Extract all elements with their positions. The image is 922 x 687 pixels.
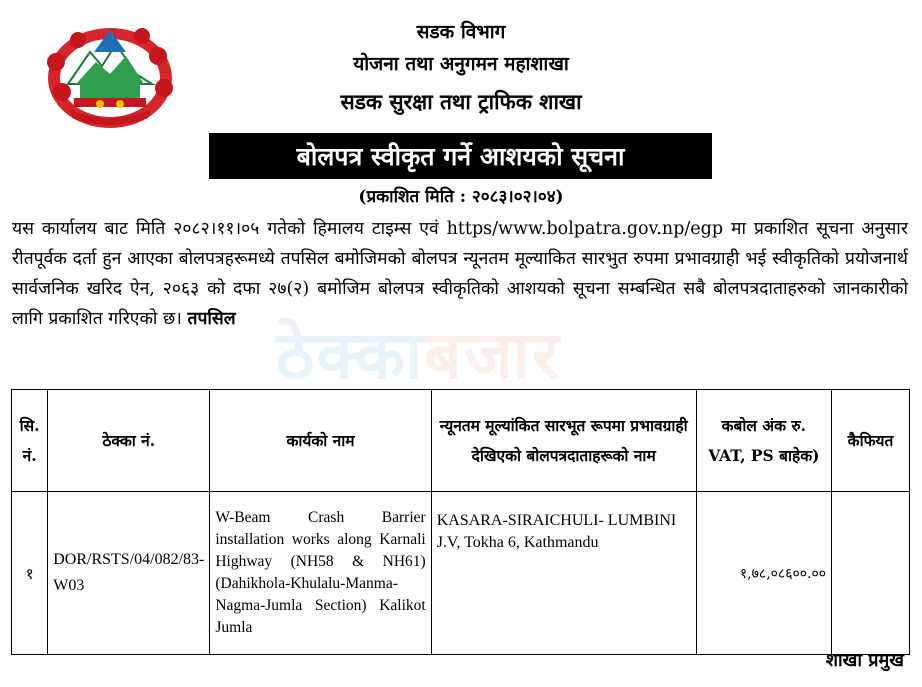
col-header-amount: कबोल अंक रु. VAT, PS बाहेक) [696,390,831,492]
signature-label: शाखा प्रमुख [825,650,904,671]
col-header-sn: सि. नं. [12,390,48,492]
cell-contract-no: DOR/RSTS/04/082/83-W03 [48,492,210,655]
watermark-part2: बजार [424,317,561,394]
col-header-contract-no: ठेक्का नं. [48,390,210,492]
cell-sn: १ [12,492,48,655]
division-name: योजना तथा अनुगमन महाशाखा [353,53,569,75]
table-row [12,492,910,655]
notice-title-banner: बोलपत्र स्वीकृत गर्ने आशयको सूचना [209,133,712,179]
table-header-row [12,390,910,492]
section-name: सडक सुरक्षा तथा ट्राफिक शाखा [340,89,582,114]
cell-remarks [832,492,910,655]
notice-body-tail: तपसिल [187,309,236,329]
notice-body [12,214,908,334]
col-header-remarks: कैफियत [832,390,910,492]
cell-bidder: KASARA-SIRAICHULI- LUMBINI J.V, Tokha 6, Kathmandu [431,492,696,655]
cell-work-name: W-Beam Crash Barrier installation works along Karnali Highway (NH58 & NH61) (Dahikhola-Khulalu-Manma-Nagma-Jumla Section) Kalikot Jumla [210,492,431,655]
col-header-work-name: कार्यको नाम [210,390,431,492]
cell-amount: १,७८,०८६००.०० [696,492,831,655]
published-date: (प्रकाशित मिति : २०८३।०२।०४) [358,187,564,207]
col-header-bidder: न्यूनतम मूल्यांकित सारभूत रूपमा प्रभावग्राही देखिएको बोलपत्रदाताहरूको नाम [431,390,696,492]
notice-body-text: यस कार्यालय बाट मिति २०८२।११।०५ गतेको हिमालय टाइम्स एवं https/www.bolpatra.gov.np/egp मा प्रकाशित सूचना अनुसार रीतपूर्वक दर्ता हुन आएका बोलपत्रहरूमध्ये तपसिल बमोजिमको बोलपत्र न्यूनतम मूल्याकित सारभुत रुपमा प्रभावग्राही भई स्वीकृतिको प्रयोजनार्थ सार्वजनिक खरिद ऐन, २०६३ को दफा २७(२) बमोजिम बोलपत्र स्वीकृतिको आशयको सूचना सम्बन्धित सबै बोलपत्रदाताहरुको जानकारीको लागि प्रकाशित गरिएको छ। [12,219,908,329]
department-name: सडक विभाग [416,21,506,43]
watermark-part1: ठेक्का [276,317,425,394]
award-table [11,389,910,655]
